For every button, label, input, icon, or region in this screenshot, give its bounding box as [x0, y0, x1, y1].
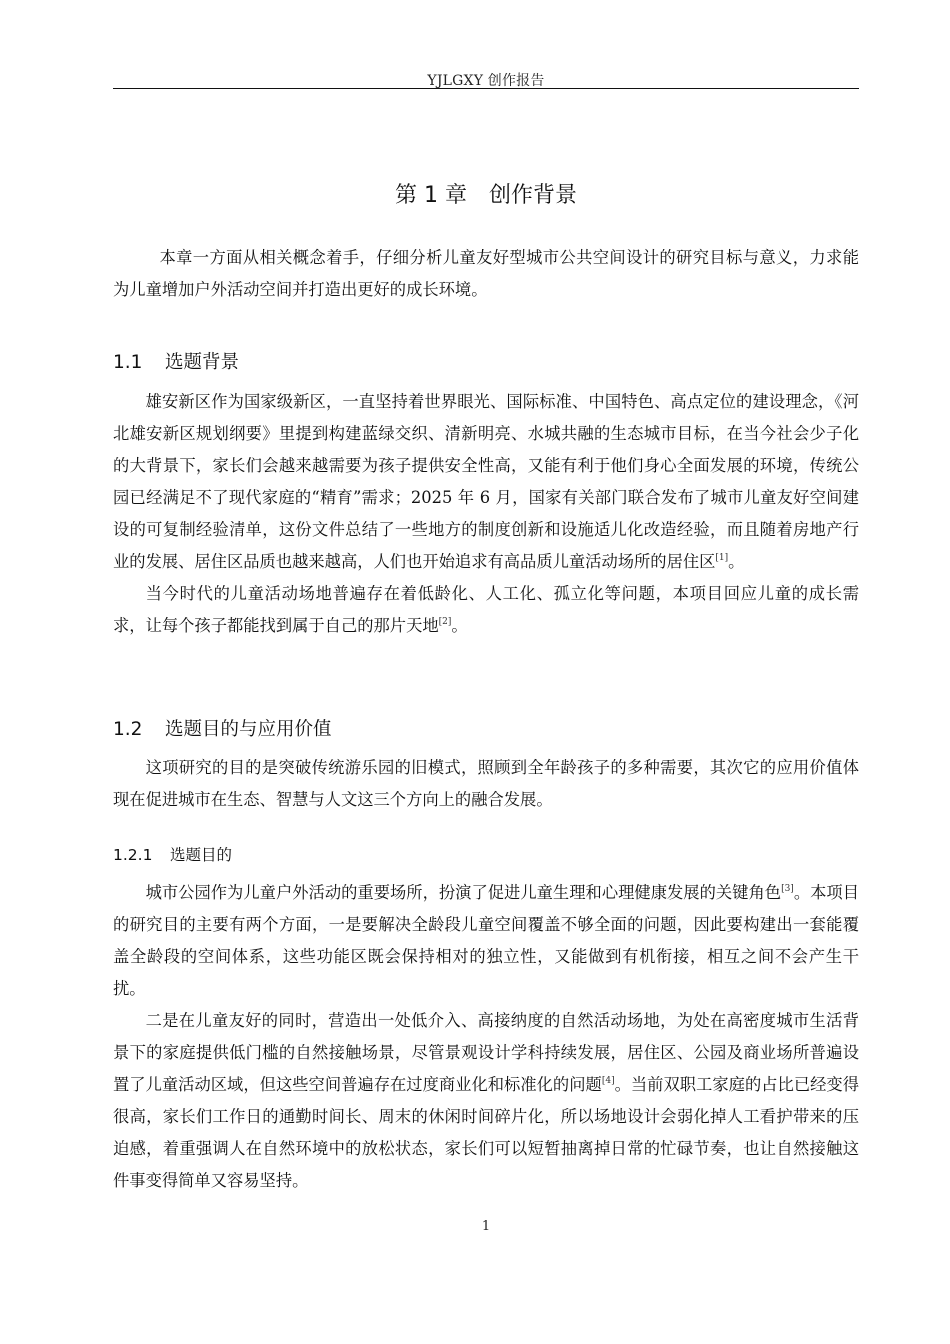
paragraph-end: 。	[728, 552, 745, 571]
section-heading-1-2	[113, 715, 332, 741]
section-number: 1.2	[113, 719, 143, 740]
paragraph-text: 当今时代的儿童活动场地普遍存在着低龄化、人工化、孤立化等问题，本项目回应儿童的成长需求，让每个孩子都能找到属于自己的那片天地	[113, 584, 859, 635]
chapter-title	[113, 178, 859, 209]
section-heading-1-2-1	[113, 843, 232, 865]
paragraph-text: 城市公园作为儿童户外活动的重要场所，扮演了促进儿童生理和心理健康发展的关键角色	[145, 883, 782, 902]
paragraph-end: 。	[451, 616, 468, 635]
section-1-2-body	[113, 752, 859, 816]
citation-marker[interactable]: [3]	[781, 884, 794, 894]
body-paragraph	[113, 877, 859, 1005]
body-paragraph: 这项研究的目的是突破传统游乐园的旧模式，照顾到全年龄孩子的多种需要，其次它的应用价值体现在促进城市在生态、智慧与人文这三个方向上的融合发展。	[113, 758, 859, 809]
header-rule	[113, 88, 859, 89]
body-paragraph	[113, 386, 859, 578]
citation-marker[interactable]: [4]	[601, 1076, 615, 1086]
intro-paragraph: 本章一方面从相关概念着手，仔细分析儿童友好型城市公共空间设计的研究目标与意义，力求能为儿童增加户外活动空间并打造出更好的成长环境。	[113, 248, 859, 299]
section-title: 选题目的与应用价值	[165, 719, 332, 740]
citation-marker[interactable]: [1]	[715, 553, 729, 563]
section-1-2-1-body	[113, 877, 859, 1197]
intro-block	[113, 242, 859, 306]
paragraph-text: 雄安新区作为国家级新区，一直坚持着世界眼光、国际标准、中国特色、高点定位的建设理念，《河北雄安新区规划纲要》里提到构建蓝绿交织、清新明亮、水城共融的生态城市目标，在当今社会少子化的大背景下，家长们会越来越需要为孩子提供安全性高，又能有利于他们身心全面发展的环境，传统公园已经满足不了现代家庭的“精育”需求；2025 年 6 月，国家有关部门联合发布了城市儿童友好空间建设的可复制经验清单，这份文件总结了一些地方的制度创新和设施适儿化改造经验，而且随着房地产行业的发展、居住区品质也越来越高，人们也开始追求有高品质儿童活动场所的居住区	[113, 392, 859, 571]
paragraph-text: 。本项目的研究目的主要有两个方面，一是要解决全龄段儿童空间覆盖不够全面的问题，因此要构建出一套能覆盖全龄段的空间体系，这些功能区既会保持相对的独立性，又能做到有机衔接，相互之间不会产生干扰。	[113, 883, 859, 998]
section-title: 选题背景	[165, 352, 240, 373]
section-number: 1.2.1	[113, 846, 153, 864]
body-paragraph	[113, 1005, 859, 1197]
citation-marker[interactable]: [2]	[438, 617, 452, 627]
section-number: 1.1	[113, 352, 143, 373]
section-heading-1-1	[113, 348, 239, 374]
section-title: 选题目的	[170, 846, 233, 864]
section-1-1-body	[113, 386, 859, 642]
chapter-number: 第 1 章	[395, 183, 467, 208]
running-header: YJLGXY 创作报告	[427, 73, 545, 89]
chapter-name: 创作背景	[488, 183, 577, 208]
paragraph-text: 二是在儿童友好的同时，营造出一处低介入、高接纳度的自然活动场地，为处在高密度城市生活背景下的家庭提供低门槛的自然接触场景，尽管景观设计学科持续发展，居住区、公园及商业场所普遍设置了儿童活动区域，但这些空间普遍存在过度商业化和标准化的问题	[113, 1011, 859, 1094]
page-number: 1	[481, 1219, 491, 1234]
paragraph-text: 。当前双职工家庭的占比已经变得很高，家长们工作日的通勤时间长、周末的休闲时间碎片化，所以场地设计会弱化掉人工看护带来的压迫感，着重强调人在自然环境中的放松状态，家长们可以短暂抽离掉日常的忙碌节奏，也让自然接触这件事变得简单又容易坚持。	[113, 1075, 859, 1190]
body-paragraph	[113, 578, 859, 642]
